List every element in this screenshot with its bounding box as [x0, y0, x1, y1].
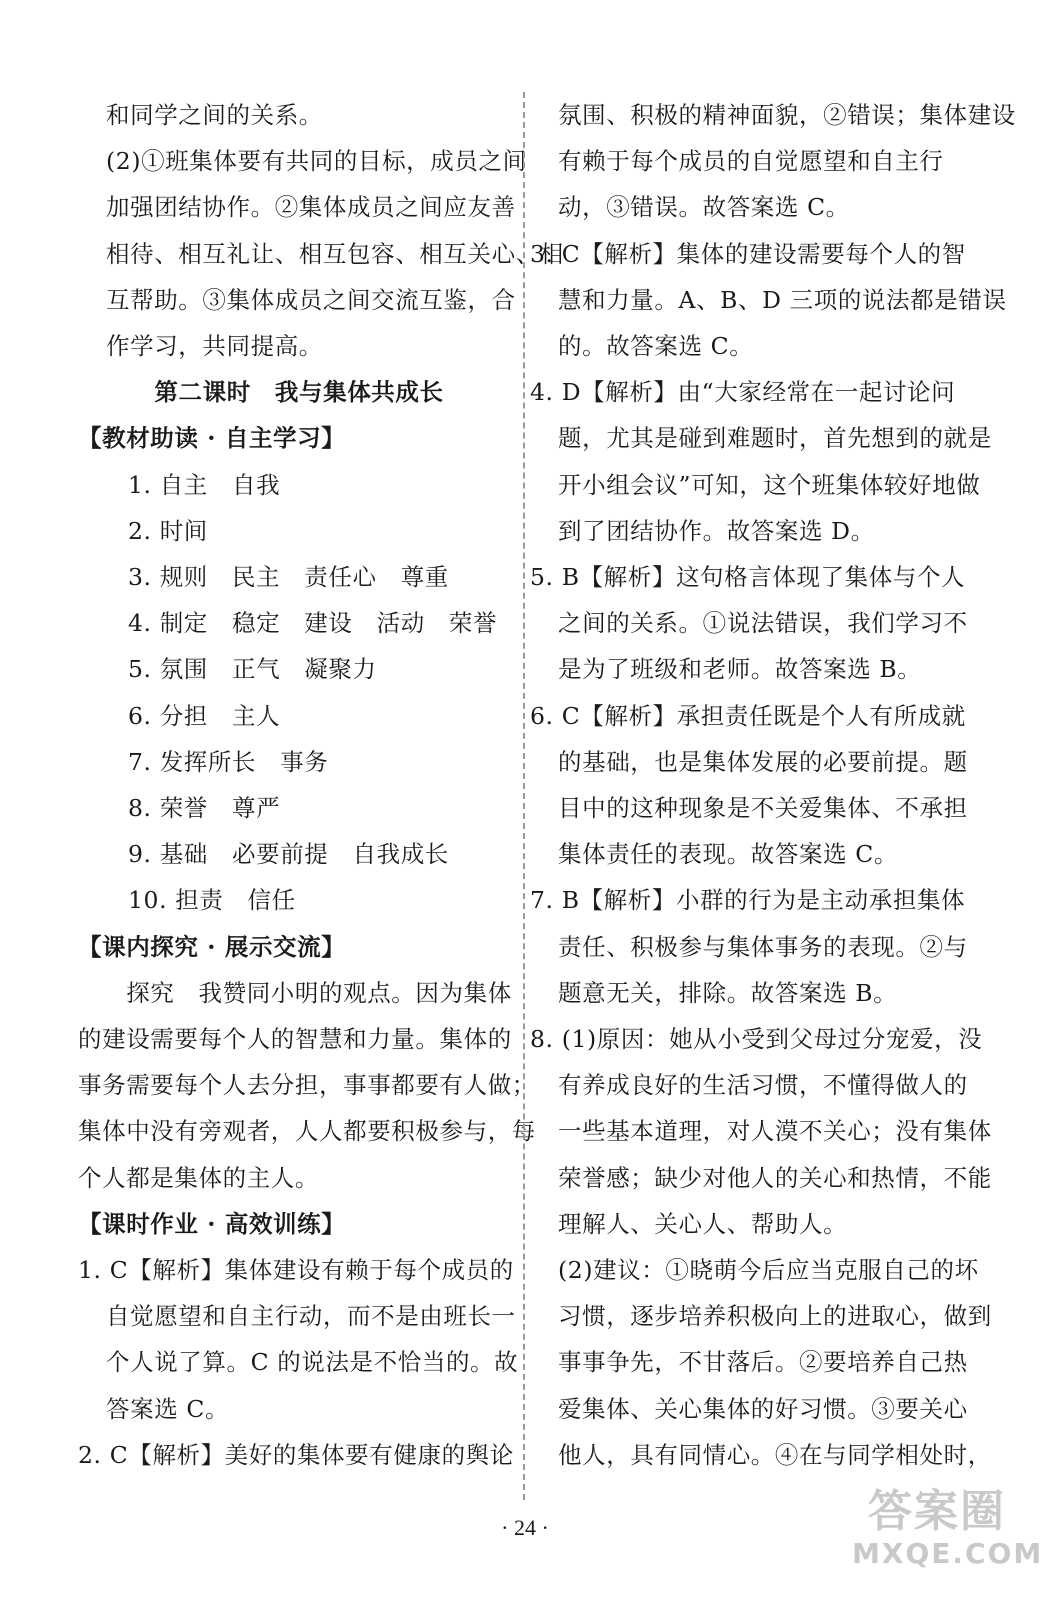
- right-text-line: 一些基本道理，对人漠不关心；没有集体: [558, 1117, 992, 1146]
- right-text-line: 4. D【解析】由“大家经常在一起讨论问: [530, 378, 956, 407]
- left-text-line: 的建设需要每个人的智慧和力量。集体的: [78, 1025, 512, 1053]
- left-text-line: 事务需要每个人去分担，事事都要有人做；: [78, 1071, 536, 1100]
- left-text-line: 自觉愿望和自主行动，而不是由班长一: [106, 1302, 516, 1331]
- column-divider: [523, 92, 525, 1500]
- left-text-line: 9. 基础 必要前提 自我成长: [128, 840, 449, 869]
- left-text-line: 作学习，共同提高。: [106, 332, 323, 360]
- left-text-line: 答案选 C。: [106, 1394, 230, 1423]
- right-text-line: 5. B【解析】这句格言体现了集体与个人: [530, 563, 966, 591]
- left-text-line: (2)①班集体要有共同的目标，成员之间: [106, 147, 527, 176]
- left-text-line: 探究 我赞同小明的观点。因为集体: [78, 978, 512, 1007]
- left-text-line: 2. C【解析】美好的集体要有健康的舆论: [78, 1440, 514, 1469]
- right-text-line: 动，③错误。故答案选 C。: [558, 193, 850, 222]
- right-text-line: 慧和力量。A、B、D 三项的说法都是错误: [558, 285, 1007, 314]
- watermark-logo: [852, 1486, 1044, 1576]
- left-text-line: 1. 自主 自我: [128, 470, 281, 499]
- right-text-line: 题意无关，排除。故答案选 B。: [558, 978, 898, 1007]
- left-text-line: 个人说了算。C 的说法是不恰当的。故: [106, 1348, 519, 1377]
- left-text-line: 加强团结协作。②集体成员之间应友善: [106, 193, 516, 222]
- right-text-line: 的。故答案选 C。: [558, 332, 754, 360]
- right-text-line: 的基础，也是集体发展的必要前提。题: [558, 747, 968, 776]
- right-text-line: 爱集体、关心集体的好习惯。③要关心: [558, 1394, 968, 1423]
- right-text-line: 到了团结协作。故答案选 D。: [558, 516, 875, 545]
- right-text-line: 事事争先，不甘落后。②要培养自己热: [558, 1348, 968, 1377]
- left-text-line: 和同学之间的关系。: [106, 101, 323, 129]
- right-text-line: 7. B【解析】小群的行为是主动承担集体: [530, 886, 966, 915]
- left-text-line: 2. 时间: [128, 516, 208, 545]
- right-text-line: 之间的关系。①说法错误，我们学习不: [558, 609, 968, 638]
- left-text-line: 10. 担责 信任: [128, 886, 296, 915]
- right-text-line: 目中的这种现象是不关爱集体、不承担: [558, 794, 968, 822]
- right-text-line: (2)建议：①晓萌今后应当克服自己的坏: [558, 1256, 979, 1284]
- left-text-line: 7. 发挥所长 事务: [128, 747, 329, 776]
- right-text-line: 氛围、积极的精神面貌，②错误；集体建设: [558, 101, 1016, 129]
- left-text-line: 相待、相互礼让、相互包容、相互关心、相: [106, 239, 564, 268]
- right-text-line: 8. (1)原因：她从小受到父母过分宠爱，没: [530, 1025, 983, 1053]
- left-text-line: 【教材助读 · 自主学习】: [78, 424, 346, 453]
- left-text-line: 1. C【解析】集体建设有赖于每个成员的: [78, 1256, 514, 1284]
- left-text-line: 集体中没有旁观者，人人都要积极参与，每: [78, 1117, 536, 1146]
- right-text-line: 有赖于每个成员的自觉愿望和自主行: [558, 147, 944, 176]
- right-text-line: 6. C【解析】承担责任既是个人有所成就: [530, 701, 966, 730]
- left-text-line: 【课时作业 · 高效训练】: [78, 1209, 346, 1238]
- right-text-line: 3. C【解析】集体的建设需要每个人的智: [530, 239, 966, 268]
- left-text-line: 第二课时 我与集体共成长: [154, 378, 444, 407]
- right-text-line: 理解人、关心人、帮助人。: [558, 1209, 848, 1238]
- left-text-line: 互帮助。③集体成员之间交流互鉴，合: [106, 285, 516, 314]
- right-text-line: 题，尤其是碰到难题时，首先想到的就是: [558, 424, 992, 453]
- right-text-line: 习惯，逐步培养积极向上的进取心，做到: [558, 1302, 992, 1331]
- left-text-line: 【课内探究 · 展示交流】: [78, 932, 346, 961]
- right-text-line: 集体责任的表现。故答案选 C。: [558, 840, 898, 869]
- left-text-line: 4. 制定 稳定 建设 活动 荣誉: [128, 609, 498, 638]
- left-text-line: 3. 规则 民主 责任心 尊重: [128, 563, 449, 591]
- left-text-line: 6. 分担 主人: [128, 701, 281, 730]
- page-number: · 24 ·: [501, 1515, 549, 1540]
- right-text-line: 是为了班级和老师。故答案选 B。: [558, 655, 922, 684]
- left-text-line: 5. 氛围 正气 凝聚力: [128, 655, 377, 684]
- right-text-line: 责任、积极参与集体事务的表现。②与: [558, 932, 968, 961]
- left-text-line: 个人都是集体的主人。: [78, 1163, 319, 1192]
- right-text-line: 有养成良好的生活习惯，不懂得做人的: [558, 1071, 968, 1100]
- right-text-line: 荣誉感；缺少对他人的关心和热情，不能: [558, 1163, 992, 1192]
- right-text-line: 开小组会议”可知，这个班集体较好地做: [558, 470, 981, 499]
- watermark-url: MXQE.COM: [852, 1537, 1044, 1570]
- right-text-line: 他人，具有同情心。④在与同学相处时，: [558, 1440, 992, 1469]
- left-text-line: 8. 荣誉 尊严: [128, 794, 281, 822]
- watermark-text: 答案圈: [868, 1486, 1006, 1537]
